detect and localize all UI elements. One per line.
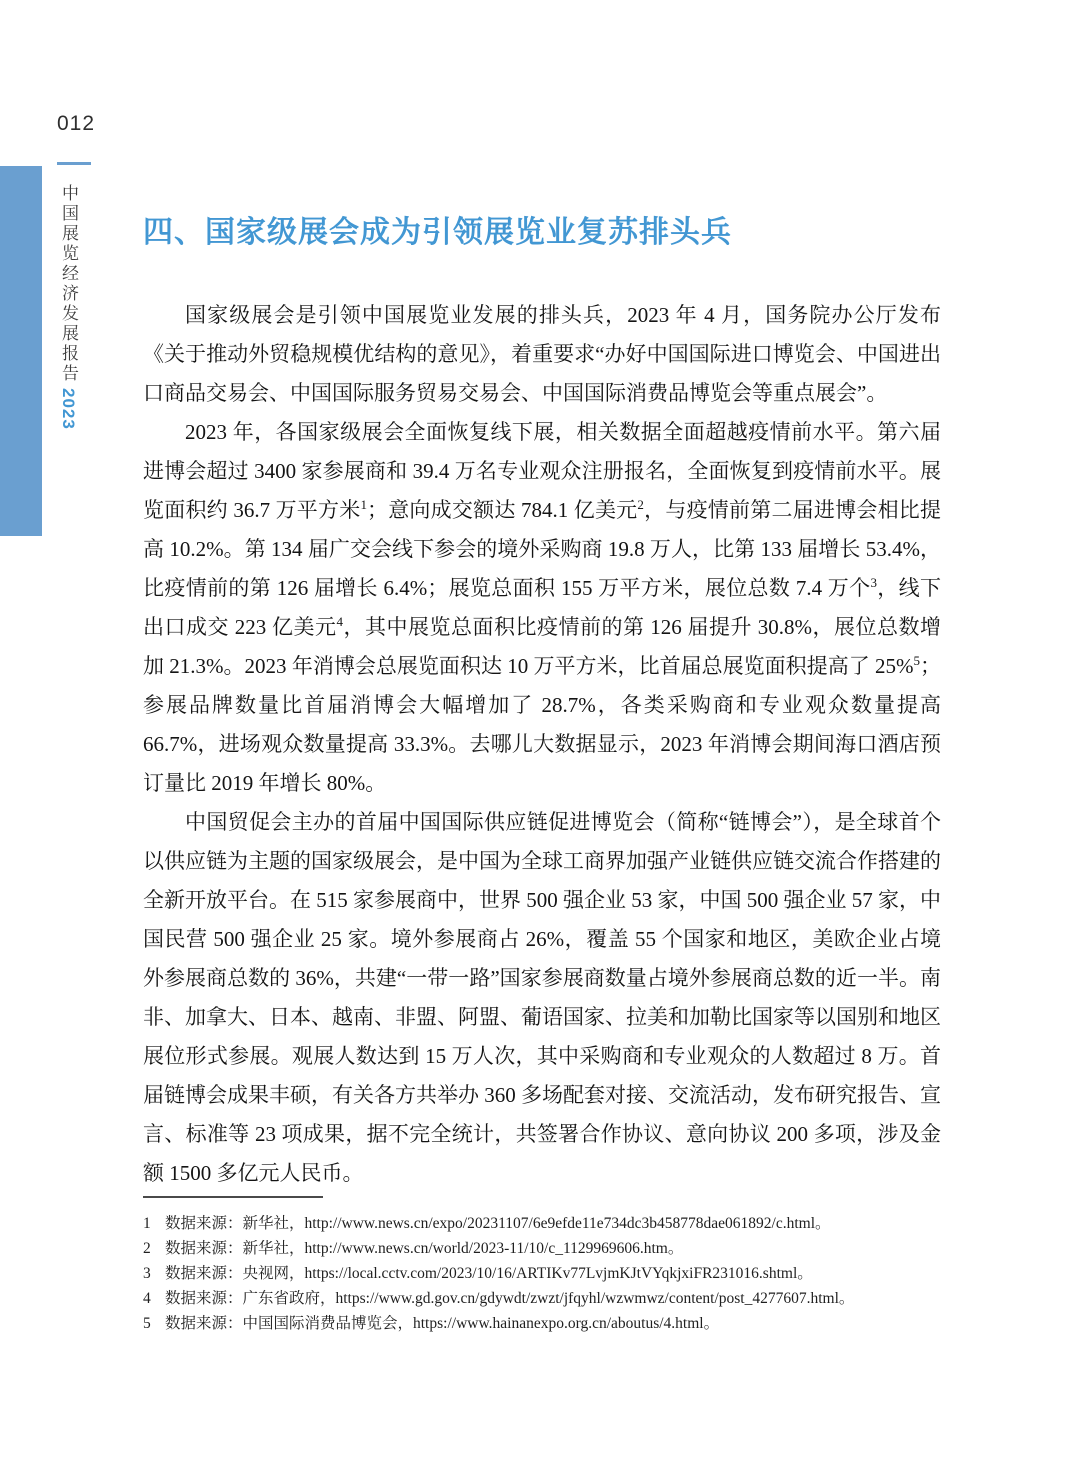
footnote-item [143, 1311, 943, 1336]
footnote-number: 4 [143, 1290, 151, 1307]
footnote-number: 5 [143, 1315, 151, 1332]
footnote-separator [143, 1196, 323, 1198]
footnote-text: 数据来源：新华社，http://www.news.cn/world/2023-11/10/c_1129969606.htm。 [165, 1240, 684, 1257]
footnote-item [143, 1211, 943, 1236]
footnote-ref: 1 [360, 497, 367, 512]
footnote-item [143, 1236, 943, 1261]
footnote-item [143, 1286, 943, 1311]
footnote-number: 2 [143, 1240, 151, 1257]
footnote-ref: 3 [870, 575, 877, 590]
footnotes-section [143, 1196, 943, 1336]
footnote-item [143, 1261, 943, 1286]
footnote-ref: 5 [913, 653, 920, 668]
spine-vertical-title [56, 184, 81, 524]
body-paragraphs [143, 296, 941, 1193]
footnote-ref: 2 [637, 497, 644, 512]
report-year: 2023 [59, 388, 78, 430]
footnote-text: 数据来源：新华社，http://www.news.cn/expo/20231107/6e9efde11e734dc3b458778dae061892/c.html。 [165, 1215, 831, 1232]
section-title: 四、国家级展会成为引领展览业复苏排头兵 [143, 216, 732, 249]
footnote-text: 数据来源：广东省政府，https://www.gd.gov.cn/gdywdt/zwzt/jfqyhl/wzwmwz/content/post_4277607.html。 [165, 1290, 855, 1307]
page-content [143, 214, 941, 1193]
footnote-ref: 4 [336, 614, 343, 629]
paragraph: 中国贸促会主办的首届中国国际供应链促进博览会（简称“链博会”），是全球首个以供应链为主题的国家级展会，是中国为全球工商界加强产业链供应链交流合作搭建的全新开放平台。在 515 家参展商中，世界 500 强企业 53 家，中国 500 强企业 57 家，中国民营 500 强企业 25 家。境外参展商占 26%，覆盖 55 个国家和地区，美欧企业占境外参展商总数的 36%，共建“一带一路”国家参展商数量占境外参展商总数的近一半。南非、加拿大、日本、越南、非盟、阿盟、葡语国家、拉美和加勒比国家等以国别和地区展位形式参展。观展人数达到 15 万人次，其中采购商和专业观众的人数超过 8 万。首届链博会成果丰硕，有关各方共举办 360 多场配套对接、交流活动，发布研究报告、宣言、标准等 23 项成果，据不完全统计，共签署合作协议、意向协议 200 多项，涉及金额 1500 多亿元人民币。 [143, 810, 941, 1185]
paragraph: 国家级展会是引领中国展览业发展的排头兵，2023 年 4 月，国务院办公厅发布《关于推动外贸稳规模优结构的意见》，着重要求“办好中国国际进口博览会、中国进出口商品交易会、中国国际服务贸易交易会、中国国际消费品博览会等重点展会”。 [143, 303, 941, 405]
footnote-text: 数据来源：中国国际消费品博览会，https://www.hainanexpo.org.cn/aboutus/4.html。 [165, 1315, 720, 1332]
paragraph: 2023 年，各国家级展会全面恢复线下展，相关数据全面超越疫情前水平。第六届进博会超过 3400 家参展商和 39.4 万名专业观众注册报名，全面恢复到疫情前水平。展览面积约 36.7 万平方米$^1$；意向成交额达 784.1 亿美元$^2$，与疫情前第二届进博会相比提高 10.2%。第 134 届广交会线下参会的境外采购商 19.8 万人，比第 133 届增长 53.4%，比疫情前的第 126 届增长 6.4%；展览总面积 155 万平方米，展位总数 7.4 万个$^3$，线下出口成交 223 亿美元$^4$，其中展览总面积比疫情前的第 126 届提升 30.8%，展位总数增加 21.3%。2023 年消博会总展览面积达 10 万平方米，比首届总展览面积提高了 25%$^5$；参展品牌数量比首届消博会大幅增加了 28.7%，各类采购商和专业观众数量提高 66.7%，进场观众数量提高 33.3%。去哪儿大数据显示，2023 年消博会期间海口酒店预订量比 2019 年增长 80%。 [143, 420, 942, 795]
report-title-vertical: 中国展览经济发展报告 [59, 184, 78, 384]
page-number-rule [57, 162, 91, 165]
footnote-number: 3 [143, 1265, 151, 1282]
footnote-number: 1 [143, 1215, 151, 1232]
footnote-text: 数据来源：央视网，https://local.cctv.com/2023/10/16/ARTIKv77LvjmKJtVYqkjxiFR231016.shtml。 [165, 1265, 813, 1282]
page-number: 012 [57, 112, 96, 135]
sidebar-accent-bar [0, 166, 42, 536]
footnotes-list [143, 1211, 943, 1336]
